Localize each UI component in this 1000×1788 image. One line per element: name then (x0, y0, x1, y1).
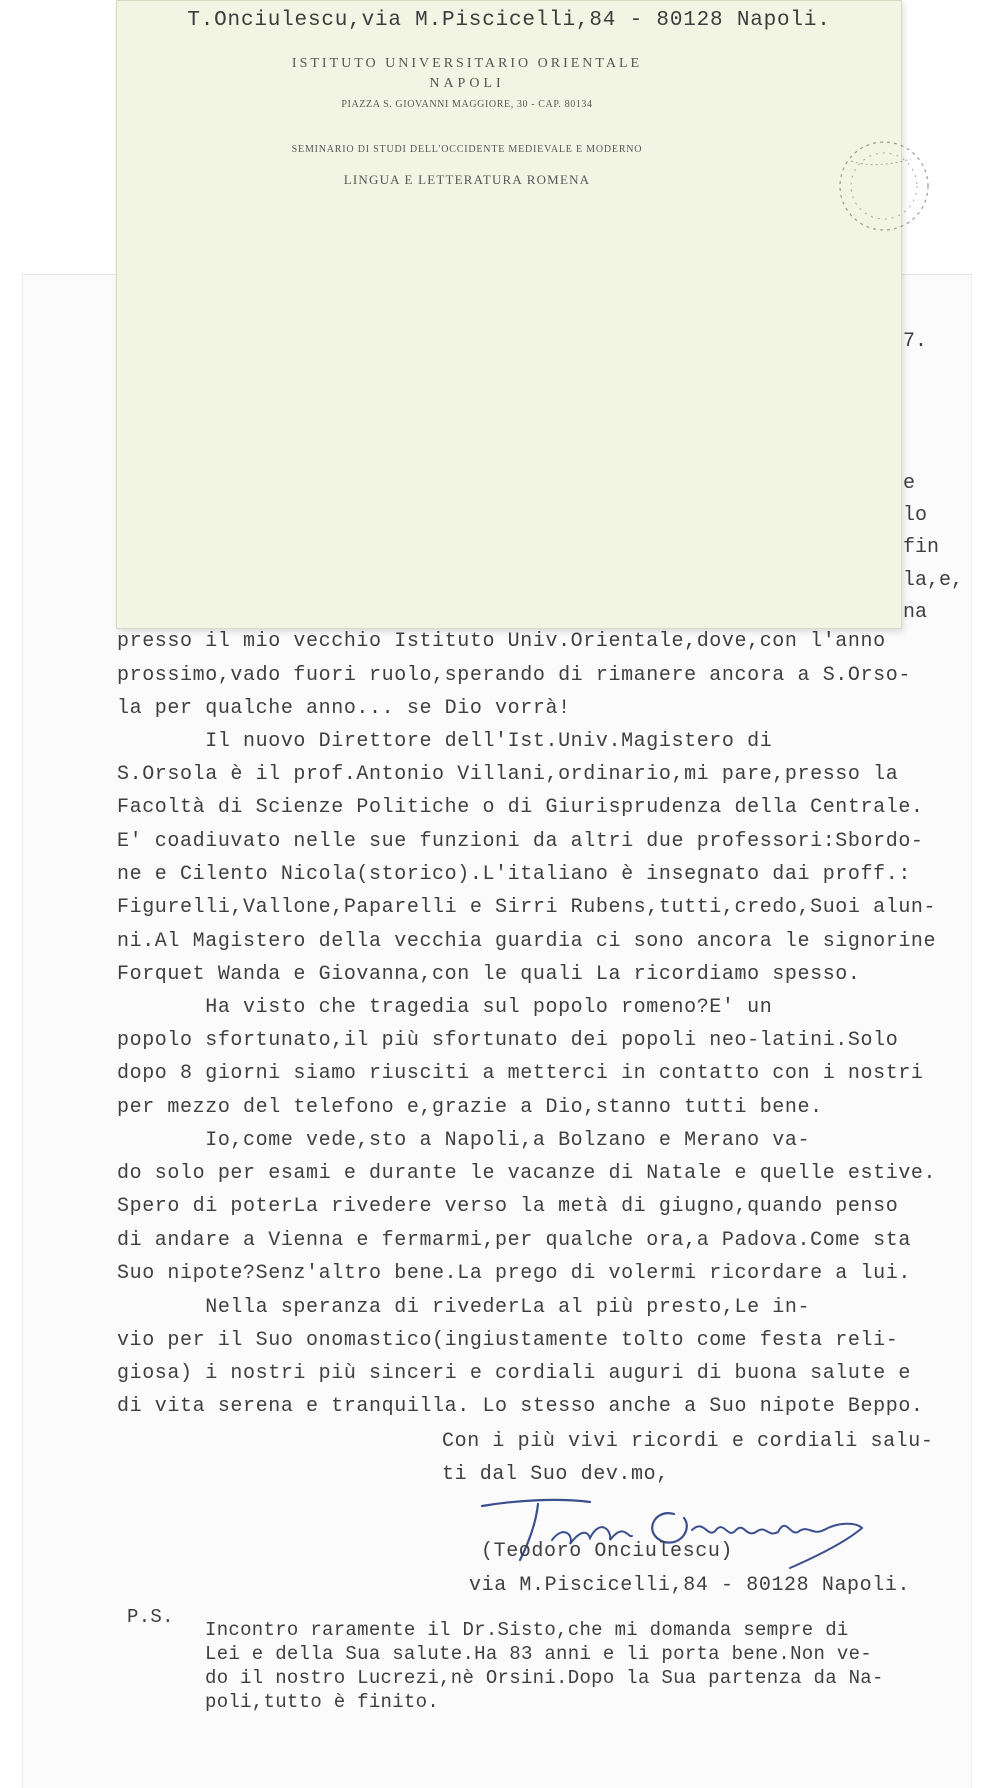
letter-line: vio per il Suo onomastico(ingiustamente tolto come festa reli- (117, 1329, 899, 1352)
letter-line: di vita serena e tranquilla. Lo stesso anche a Suo nipote Beppo. (117, 1395, 924, 1418)
letter-line: do solo per esami e durante le vacanze di Natale e quelle estive. (117, 1162, 937, 1185)
sender-address: via M.Piscicelli,84 - 80128 Napoli. (469, 1574, 911, 1597)
letter-line: Ha visto che tragedia sul popolo romeno?E' un (117, 996, 773, 1019)
letter-line: Nella speranza di rivederLa al più presto,Le in- (117, 1296, 811, 1319)
letter-edge-fragment: e (903, 472, 916, 495)
ps-line: do il nostro Lucrezi,nè Orsini.Dopo la Sua partenza da Na- (205, 1667, 884, 1689)
letter-line: giosa) i nostri più sinceri e cordiali auguri di buona salute e (117, 1362, 911, 1385)
letter-line: dopo 8 giorni siamo riusciti a metterci in contatto con i nostri (117, 1062, 924, 1085)
letter-edge-fragment: na (903, 601, 928, 624)
institute-address: PIAZZA S. GIOVANNI MAGGIORE, 30 - CAP. 80134 (341, 99, 593, 110)
letter-line: di andare a Vienna e fermarmi,per qualche ora,a Padova.Come sta (117, 1229, 911, 1252)
letter-line: prossimo,vado fuori ruolo,sperando di rimanere ancora a S.Orso- (117, 664, 911, 687)
letter-line: ni.Al Magistero della vecchia guardia ci sono ancora le signorine (117, 930, 937, 953)
letter-line: S.Orsola è il prof.Antonio Villani,ordinario,mi pare,presso la (117, 763, 899, 786)
institute-name: ISTITUTO UNIVERSITARIO ORIENTALE (291, 56, 643, 71)
closing-line: ti dal Suo dev.mo, (442, 1463, 669, 1486)
letter-edge-fragment: lo (903, 504, 928, 527)
letter-line: presso il mio vecchio Istituto Univ.Orientale,dove,con l'anno (117, 630, 886, 653)
postmark-icon (829, 131, 939, 241)
envelope (116, 0, 902, 629)
letter-line: popolo sfortunato,il più sfortunato dei popoli neo-latini.Solo (117, 1029, 899, 1052)
letter-line: Figurelli,Vallone,Paparelli e Sirri Rubens,tutti,credo,Suoi alun- (117, 896, 937, 919)
letter-line: Il nuovo Direttore dell'Ist.Univ.Magistero di (117, 730, 773, 753)
letter-line: E' coadiuvato nelle sue funzioni da altri due professori:Sbordo- (117, 830, 924, 853)
letter-edge-fragment: fin (903, 536, 940, 559)
department-name: LINGUA E LETTERATURA ROMENA (343, 172, 591, 187)
letter-line: per mezzo del telefono e,grazie a Dio,stanno tutti bene. (117, 1096, 823, 1119)
letter-line: Io,come vede,sto a Napoli,a Bolzano e Merano va- (117, 1129, 811, 1152)
seminar-name: SEMINARIO DI STUDI DELL'OCCIDENTE MEDIEVALE E MODERNO (291, 144, 643, 155)
ps-line: Lei e della Sua salute.Ha 83 anni e li porta bene.Non ve- (205, 1643, 873, 1665)
envelope-sender: T.Onciulescu,via M.Piscicelli,84 - 80128 Napoli. (187, 9, 831, 32)
letter-line: Suo nipote?Senz'altro bene.La prego di volermi ricordare a lui. (117, 1262, 911, 1285)
ps-line: Incontro raramente il Dr.Sisto,che mi domanda sempre di (205, 1619, 849, 1641)
typed-name: (Teodoro Onciulescu) (481, 1540, 734, 1563)
letter-line: Spero di poterLa rivedere verso la metà di giugno,quando penso (117, 1195, 899, 1218)
letter-edge-fragment: 7. (903, 330, 928, 353)
letter-line: la per qualche anno... se Dio vorrà! (117, 697, 571, 720)
closing-line: Con i più vivi ricordi e cordiali salu- (442, 1430, 934, 1453)
ps-label: P.S. (127, 1606, 174, 1628)
letter-line: Forquet Wanda e Giovanna,con le quali La ricordiamo spesso. (117, 963, 861, 986)
letter-line: Facoltà di Scienze Politiche o di Giurisprudenza della Centrale. (117, 796, 924, 819)
institute-city: NAPOLI (429, 76, 505, 91)
letter-line: ne e Cilento Nicola(storico).L'italiano è insegnato dai proff.: (117, 863, 911, 886)
letter-edge-fragment: la,e, (903, 569, 964, 592)
ps-line: poli,tutto è finito. (205, 1691, 440, 1713)
